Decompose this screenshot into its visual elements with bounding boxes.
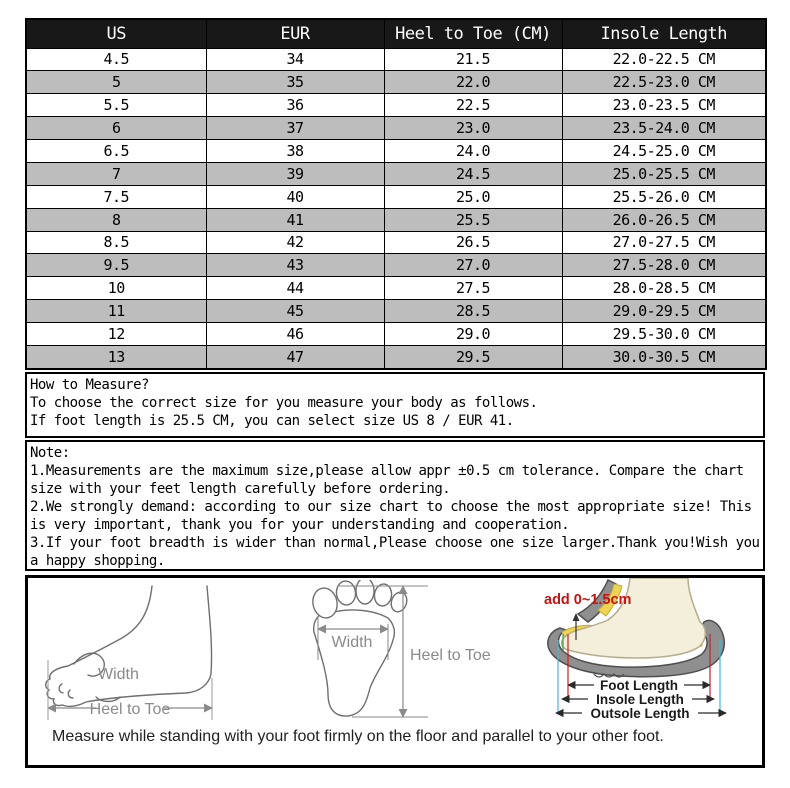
table-cell: 45 — [206, 300, 384, 323]
insole-length-label: Insole Length — [596, 692, 684, 707]
table-cell: 29.5-30.0 CM — [562, 323, 766, 346]
second-toe — [335, 580, 356, 606]
table-cell: 6 — [26, 117, 206, 140]
table-cell: 27.5 — [384, 277, 562, 300]
table-row — [26, 231, 766, 254]
note-list — [30, 462, 760, 570]
outsole-length-label: Outsole Length — [590, 706, 690, 721]
table-cell: 8 — [26, 208, 206, 231]
table-row — [26, 300, 766, 323]
table-row — [26, 345, 766, 369]
table-cell: 8.5 — [26, 231, 206, 254]
table-cell: 21.5 — [384, 48, 562, 71]
note-item: 3.If your foot breadth is wider than normal,Please choose one size larger.Thank you!Wish you a happy shopping. — [30, 535, 760, 569]
table-cell: 25.0-25.5 CM — [562, 162, 766, 185]
table-cell: 29.0-29.5 CM — [562, 300, 766, 323]
foot-length-label: Foot Length — [600, 678, 678, 693]
table-row — [26, 162, 766, 185]
col-header-eur: EUR — [206, 19, 384, 48]
side-foot-outline — [46, 586, 212, 706]
table-cell: 25.5-26.0 CM — [562, 185, 766, 208]
table-cell: 6.5 — [26, 140, 206, 163]
table-cell: 34 — [206, 48, 384, 71]
table-cell: 22.0-22.5 CM — [562, 48, 766, 71]
fourth-toe — [373, 583, 393, 607]
foot-sole-outline — [314, 610, 395, 716]
table-cell: 44 — [206, 277, 384, 300]
side-heel-to-toe-label: Heel to Toe — [89, 701, 171, 718]
table-cell: 27.5-28.0 CM — [562, 254, 766, 277]
table-cell: 38 — [206, 140, 384, 163]
table-cell: 25.5 — [384, 208, 562, 231]
table-row — [26, 117, 766, 140]
table-cell: 11 — [26, 300, 206, 323]
table-cell: 27.0-27.5 CM — [562, 231, 766, 254]
middle-toe — [356, 580, 374, 604]
how-to-measure-title: How to Measure? — [30, 377, 149, 393]
table-cell: 37 — [206, 117, 384, 140]
table-cell: 39 — [206, 162, 384, 185]
table-cell: 36 — [206, 94, 384, 117]
table-row — [26, 323, 766, 346]
table-cell: 13 — [26, 345, 206, 369]
table-cell: 26.5 — [384, 231, 562, 254]
table-cell: 12 — [26, 323, 206, 346]
table-cell: 22.5-23.0 CM — [562, 71, 766, 94]
shoe-length-diagram — [542, 578, 762, 733]
table-row — [26, 140, 766, 163]
table-cell: 47 — [206, 345, 384, 369]
table-cell: 42 — [206, 231, 384, 254]
table-header-row — [26, 19, 766, 48]
table-cell: 10 — [26, 277, 206, 300]
side-foot-diagram — [40, 580, 260, 725]
table-cell: 24.5 — [384, 162, 562, 185]
top-width-label: Width — [331, 634, 373, 651]
measure-caption: Measure while standing with your foot firmly on the floor and parallel to your other foot. — [52, 728, 664, 745]
measurement-diagrams-panel — [25, 575, 765, 768]
table-cell: 25.0 — [384, 185, 562, 208]
table-row — [26, 254, 766, 277]
note-title: Note: — [30, 445, 70, 461]
col-header-heel: Heel to Toe (CM) — [384, 19, 562, 48]
note-item: 1.Measurements are the maximum size,please allow appr ±0.5 cm tolerance. Compare the chart size with your feet length carefully before ordering. — [30, 463, 744, 497]
top-heel-to-toe-label: Heel to Toe — [410, 647, 491, 664]
table-cell: 29.5 — [384, 345, 562, 369]
table-cell: 46 — [206, 323, 384, 346]
note-section — [25, 440, 765, 571]
col-header-us: US — [26, 19, 206, 48]
col-header-insole: Insole Length — [562, 19, 766, 48]
table-cell: 28.5 — [384, 300, 562, 323]
table-cell: 35 — [206, 71, 384, 94]
note-item: 2.We strongly demand: according to our size chart to choose the most appropriate size! This is very important, thank you for your understanding and cooperation. — [30, 499, 752, 533]
table-cell: 23.5-24.0 CM — [562, 117, 766, 140]
size-table-body — [26, 48, 766, 369]
table-cell: 41 — [206, 208, 384, 231]
top-foot-diagram — [300, 580, 500, 725]
how-to-measure-section — [25, 372, 765, 438]
toe-detail-lines — [59, 684, 73, 698]
table-cell: 22.0 — [384, 71, 562, 94]
table-row — [26, 71, 766, 94]
table-cell: 26.0-26.5 CM — [562, 208, 766, 231]
table-row — [26, 277, 766, 300]
table-cell: 22.5 — [384, 94, 562, 117]
table-cell: 4.5 — [26, 48, 206, 71]
table-cell: 28.0-28.5 CM — [562, 277, 766, 300]
size-table — [25, 18, 767, 370]
table-cell: 23.0 — [384, 117, 562, 140]
table-cell: 23.0-23.5 CM — [562, 94, 766, 117]
table-cell: 24.0 — [384, 140, 562, 163]
table-cell: 9.5 — [26, 254, 206, 277]
table-row — [26, 94, 766, 117]
add-tolerance-label: add 0~1.5cm — [544, 592, 632, 608]
side-width-label: Width — [98, 666, 139, 683]
table-cell: 24.5-25.0 CM — [562, 140, 766, 163]
table-cell: 5 — [26, 71, 206, 94]
table-cell: 40 — [206, 185, 384, 208]
how-to-measure-line: To choose the correct size for you measure your body as follows. — [30, 395, 538, 411]
table-cell: 30.0-30.5 CM — [562, 345, 766, 369]
table-cell: 7 — [26, 162, 206, 185]
how-to-measure-line: If foot length is 25.5 CM, you can select size US 8 / EUR 41. — [30, 413, 514, 429]
table-cell: 7.5 — [26, 185, 206, 208]
table-cell: 5.5 — [26, 94, 206, 117]
table-row — [26, 48, 766, 71]
table-cell: 43 — [206, 254, 384, 277]
table-cell: 29.0 — [384, 323, 562, 346]
table-cell: 27.0 — [384, 254, 562, 277]
table-row — [26, 208, 766, 231]
table-row — [26, 185, 766, 208]
